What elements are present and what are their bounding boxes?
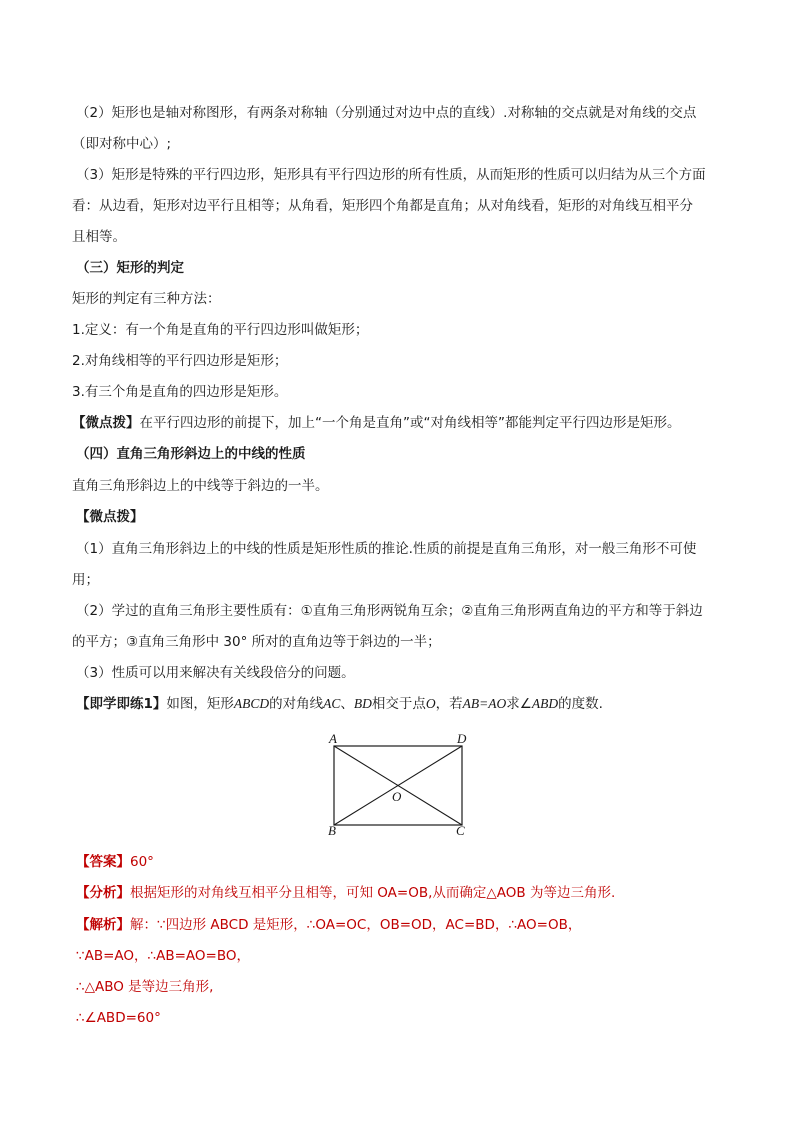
section-3-tip [72, 413, 680, 433]
analysis-line [76, 883, 615, 903]
solution-text-1: 解：∵四边形 ABCD 是矩形，∴OA=OC，OB=OD，AC=BD，∴AO=OB， [130, 917, 582, 933]
var-abd: ABD [531, 696, 559, 711]
paragraph-2-line-2: （即对称中心）; [72, 136, 172, 152]
vertex-label-c: C [456, 823, 465, 838]
tip-text: 在平行四边形的前提下，加上“一个角是直角”或“对角线相等”都能判定平行四边形是矩形。 [139, 415, 681, 431]
section-4-statement: 直角三角形斜边上的中线等于斜边的一半。 [72, 478, 329, 494]
section-4-heading: （四）直角三角形斜边上的中线的性质 [76, 446, 306, 462]
tip-3: （3）性质可以用来解决有关线段倍分的问题。 [76, 665, 355, 681]
analysis-label: 【分析】 [76, 885, 130, 901]
solution-label: 【解析】 [76, 917, 130, 933]
solution-line-3: ∴△ABO 是等边三角形, [76, 979, 214, 995]
var-abcd: ABCD [233, 696, 270, 711]
section-3-intro: 矩形的判定有三种方法： [72, 291, 221, 307]
paragraph-2-line-1: （2）矩形也是轴对称图形，有两条对称轴（分别通过对边中点的直线）.对称轴的交点就是对角线的交点 [76, 105, 697, 121]
solution-line-1 [76, 915, 581, 935]
rectangle-figure [320, 726, 480, 838]
exercise-text: 如图，矩形 [166, 696, 234, 712]
analysis-text: 根据矩形的对角线互相平分且相等，可知 OA=OB,从而确定△AOB 为等边三角形. [130, 885, 616, 901]
method-3: 3.有三个角是直角的四边形是矩形。 [72, 384, 288, 400]
solution-line-2: ∵AB=AO，∴AB=AO=BO， [76, 948, 251, 964]
var-ac: AC [323, 696, 341, 711]
tip-2-line-1: （2）学过的直角三角形主要性质有：①直角三角形两锐角互余；②直角三角形两直角边的平方和等于斜边 [76, 603, 703, 619]
method-2: 2.对角线相等的平行四边形是矩形； [72, 353, 288, 369]
section-3-heading: （三）矩形的判定 [76, 260, 184, 276]
paragraph-3-line-2: 看：从边看，矩形对边平行且相等；从角看，矩形四个角都是直角；从对角线看，矩形的对角线互相平分 [72, 198, 693, 214]
exercise-text: 的度数. [558, 696, 603, 712]
answer-label: 【答案】 [76, 854, 130, 870]
paragraph-3-line-3: 且相等。 [72, 229, 126, 245]
tip-label: 【微点拨】 [72, 415, 140, 431]
vertex-label-a: A [329, 731, 337, 746]
var-o: O [425, 696, 436, 711]
exercise-question [76, 694, 603, 714]
var-bd: BD [353, 696, 372, 711]
exercise-text: 的对角线 [269, 696, 324, 712]
point-label-o: O [392, 789, 402, 804]
vertex-label-b: B [328, 823, 336, 838]
exercise-text: 相交于点 [371, 696, 426, 712]
tip-1-line-2: 用； [72, 572, 99, 588]
vertex-label-d: D [457, 731, 467, 746]
exercise-label: 【即学即练1】 [76, 696, 167, 712]
answer-line [76, 852, 154, 872]
paragraph-3-line-1: （3）矩形是特殊的平行四边形，矩形具有平行四边形的所有性质，从而矩形的性质可以归结为从三个方面 [76, 167, 706, 183]
tip-2-line-2: 的平方；③直角三角形中 30° 所对的直角边等于斜边的一半； [72, 634, 441, 650]
tip-1-line-1: （1）直角三角形斜边上的中线的性质是矩形性质的推论.性质的前提是直角三角形，对一般三角形不可使 [76, 541, 697, 557]
exercise-text: 、 [340, 696, 354, 712]
answer-value: 60° [130, 854, 154, 870]
solution-line-4: ∴∠ABD=60° [76, 1010, 161, 1026]
exercise-text: ，若 [435, 696, 463, 712]
var-condition: AB=AO [462, 696, 507, 711]
exercise-text: 求∠ [506, 696, 532, 712]
section-4-tip-label: 【微点拨】 [76, 509, 144, 525]
method-1: 1.定义：有一个角是直角的平行四边形叫做矩形； [72, 322, 369, 338]
